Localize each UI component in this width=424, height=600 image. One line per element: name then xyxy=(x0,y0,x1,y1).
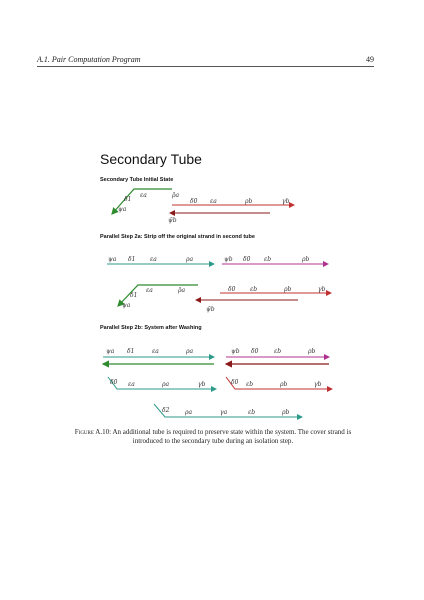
label-rho-b: ρb xyxy=(284,286,292,293)
label-epsilon-b: εb xyxy=(274,348,282,355)
label-psi-b: ψb xyxy=(224,256,233,263)
label-rho-b: ρb xyxy=(245,198,253,205)
label-rho-b: ρb xyxy=(280,381,288,388)
label-rho-a-bar: ρ̄a xyxy=(178,287,186,294)
label-gamma-b: γb xyxy=(198,381,206,388)
label-psi-a: ψa xyxy=(106,348,115,355)
page-number: 49 xyxy=(366,55,374,64)
label-rho-b: ρb xyxy=(302,256,310,263)
label-delta0: δ0 xyxy=(231,379,239,386)
label-delta1: δ1 xyxy=(128,256,136,263)
label-epsilon-a: εa xyxy=(140,192,147,199)
figure-caption xyxy=(60,428,366,446)
step-initial-state: Secondary Tube Initial State xyxy=(100,177,174,183)
label-delta0: δ0 xyxy=(110,379,118,386)
label-delta1: δ1 xyxy=(127,348,135,355)
label-epsilon-b: εb xyxy=(246,381,254,388)
step-2b-title: Parallel Step 2b: System after Washing xyxy=(100,325,202,331)
label-psi-a: ψa xyxy=(118,206,127,213)
caption-label: Figure A.10: xyxy=(74,428,112,436)
label-epsilon-a: εa xyxy=(152,348,159,355)
step-2a-title: Parallel Step 2a: Strip off the original strand in second tube xyxy=(100,234,255,240)
label-rho-b: ρb xyxy=(308,348,316,355)
label-gamma-a: γa xyxy=(220,409,228,416)
label-delta1: δ1 xyxy=(130,292,138,299)
figure-title: Secondary Tube xyxy=(100,151,202,167)
label-psi-a: ψa xyxy=(108,256,117,263)
running-header-section: A.1. Pair Computation Program xyxy=(37,55,141,64)
label-psi-b-bar: ψ̄b xyxy=(168,217,177,224)
caption-text: An additional tube is required to preserve state within the system. The cover strand is introduced to the secondary tube during an isolation step. xyxy=(112,428,352,446)
label-psi-a: ψa xyxy=(122,302,131,309)
label-epsilon-a: εa xyxy=(210,198,217,205)
label-gamma-b: γb xyxy=(318,286,326,293)
initial-state-group xyxy=(112,189,294,224)
label-rho-a: ρa xyxy=(185,409,193,416)
label-gamma-b: γb xyxy=(282,198,290,205)
label-rho-a: ρa xyxy=(162,381,170,388)
label-epsilon-b: εb xyxy=(250,286,258,293)
label-rho-a: ρa xyxy=(186,348,194,355)
label-rho-a-bar: ρ̄a xyxy=(172,192,180,199)
label-delta0: δ0 xyxy=(243,256,251,263)
label-delta0: δ0 xyxy=(251,348,259,355)
label-epsilon-a: εa xyxy=(128,381,135,388)
label-gamma-b: γb xyxy=(314,381,322,388)
label-epsilon-b: εb xyxy=(264,256,272,263)
label-psi-b: ψb xyxy=(231,348,240,355)
label-epsilon-a: εa xyxy=(146,287,153,294)
label-rho-a: ρa xyxy=(186,256,194,263)
label-psi-b-bar: ψ̄b xyxy=(206,306,215,313)
label-delta2: δ2 xyxy=(162,407,170,414)
step-2a-group xyxy=(107,256,331,313)
step-2b-group xyxy=(103,348,332,417)
label-delta0: δ0 xyxy=(228,286,236,293)
label-rho-b: ρb xyxy=(282,409,290,416)
label-delta0: δ0 xyxy=(190,198,198,205)
label-epsilon-a: εa xyxy=(150,256,157,263)
label-epsilon-b: εb xyxy=(248,409,256,416)
step2b-bottom-strand xyxy=(154,404,302,417)
label-delta1: δ1 xyxy=(124,196,132,203)
